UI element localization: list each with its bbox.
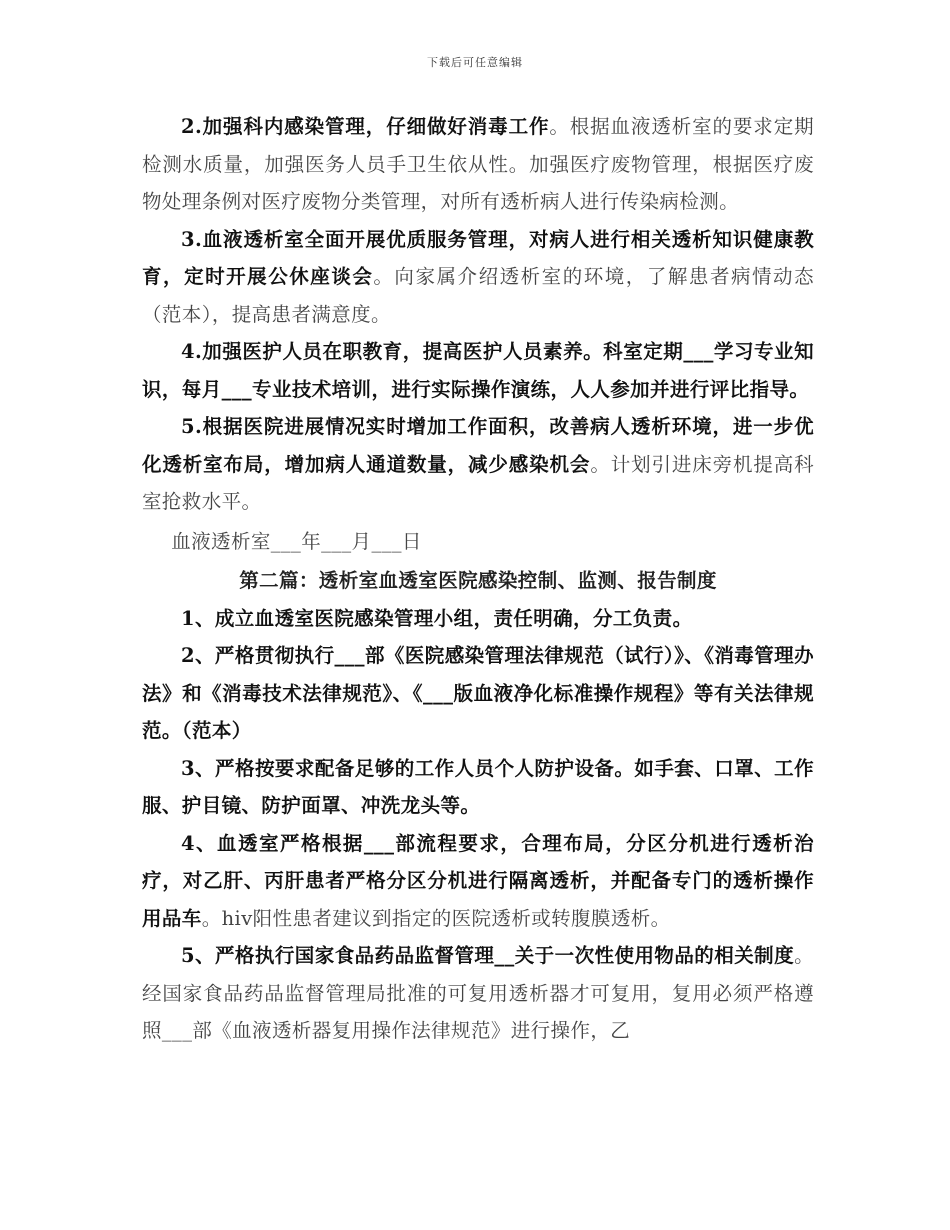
paragraph-5-bold: 5.根据医院进展情况实时增加工作面积，改善病人透析环境，进一步优化透析室布局，增加病人通道数量，减少感染机会: [142, 415, 814, 476]
paragraph-2: [142, 108, 814, 221]
paragraph-5: [142, 408, 814, 521]
rule-item-4: [142, 825, 814, 938]
paragraph-4: [142, 333, 814, 408]
rule-item-4-bold: 4、血透室严格根据___部流程要求，合理布局，分区分机进行透析治疗，对乙肝、丙肝患者严格分区分机进行隔离透析，并配备专门的透析操作用品车: [142, 831, 814, 930]
rule-item-2-bold: 2、严格贯彻执行___部《医院感染管理法律规范（试行）》、《消毒管理办法》和《消毒技术法律规范》、《___版血液净化标准操作规程》等有关法律规范。（范本）: [142, 644, 814, 742]
rule-item-1-bold: 1、成立血透室医院感染管理小组，责任明确，分工负责。: [181, 606, 693, 630]
rule-item-5-text: 。经国家食品药品监督管理局批准的可复用透析器才可复用，复用必须严格遵照___部《血液透析器复用操作法律规范》进行操作，乙: [142, 944, 814, 1042]
paragraph-3-text: 。向家属介绍透析室的环境，了解患者病情动态（范本），提高患者满意度。: [142, 265, 814, 326]
rule-item-4-text: 。hiv阳性患者建议到指定的医院透析或转腹膜透析。: [201, 906, 671, 930]
paragraph-2-bold: 2.加强科内感染管理，仔细做好消毒工作: [181, 115, 550, 138]
rule-item-1: [142, 600, 814, 638]
document-body: [142, 108, 814, 1050]
paragraph-3-bold: 3.血液透析室全面开展优质服务管理，对病人进行相关透析知识健康教育，定时开展公休座谈会: [142, 227, 814, 288]
paragraph-4-bold: 4.加强医护人员在职教育，提高医护人员素养。科室定期___学习专业知识，每月___专业技术培训，进行实际操作演练，人人参加并进行评比指导。: [142, 340, 814, 401]
rule-item-5-bold: 5、严格执行国家食品药品监督管理__关于一次性使用物品的相关制度: [181, 944, 795, 967]
paragraph-3: [142, 221, 814, 334]
rule-item-5: [142, 937, 814, 1050]
section-title: 第二篇：透析室血透室医院感染控制、监测、报告制度: [239, 569, 717, 592]
rule-item-3-bold: 3、严格按要求配备足够的工作人员个人防护设备。如手套、口罩、工作服、护目镜、防护面罩、冲洗龙头等。: [142, 756, 814, 817]
rule-item-3: [142, 750, 814, 825]
page-header: 下载后可任意编辑: [427, 56, 523, 69]
signature-line: 血液透析室___年___月___日: [171, 529, 422, 553]
rule-item-2: [142, 637, 814, 750]
paragraph-5-text: 。计划引进床旁机提高科室抢救水平。: [142, 452, 814, 513]
paragraph-2-text: 。根据血液透析室的要求定期检测水质量，加强医务人员手卫生依从性。加强医疗废物管理，根据医疗废物处理条例对医疗废物分类管理，对所有透析病人进行传染病检测。: [142, 115, 814, 213]
